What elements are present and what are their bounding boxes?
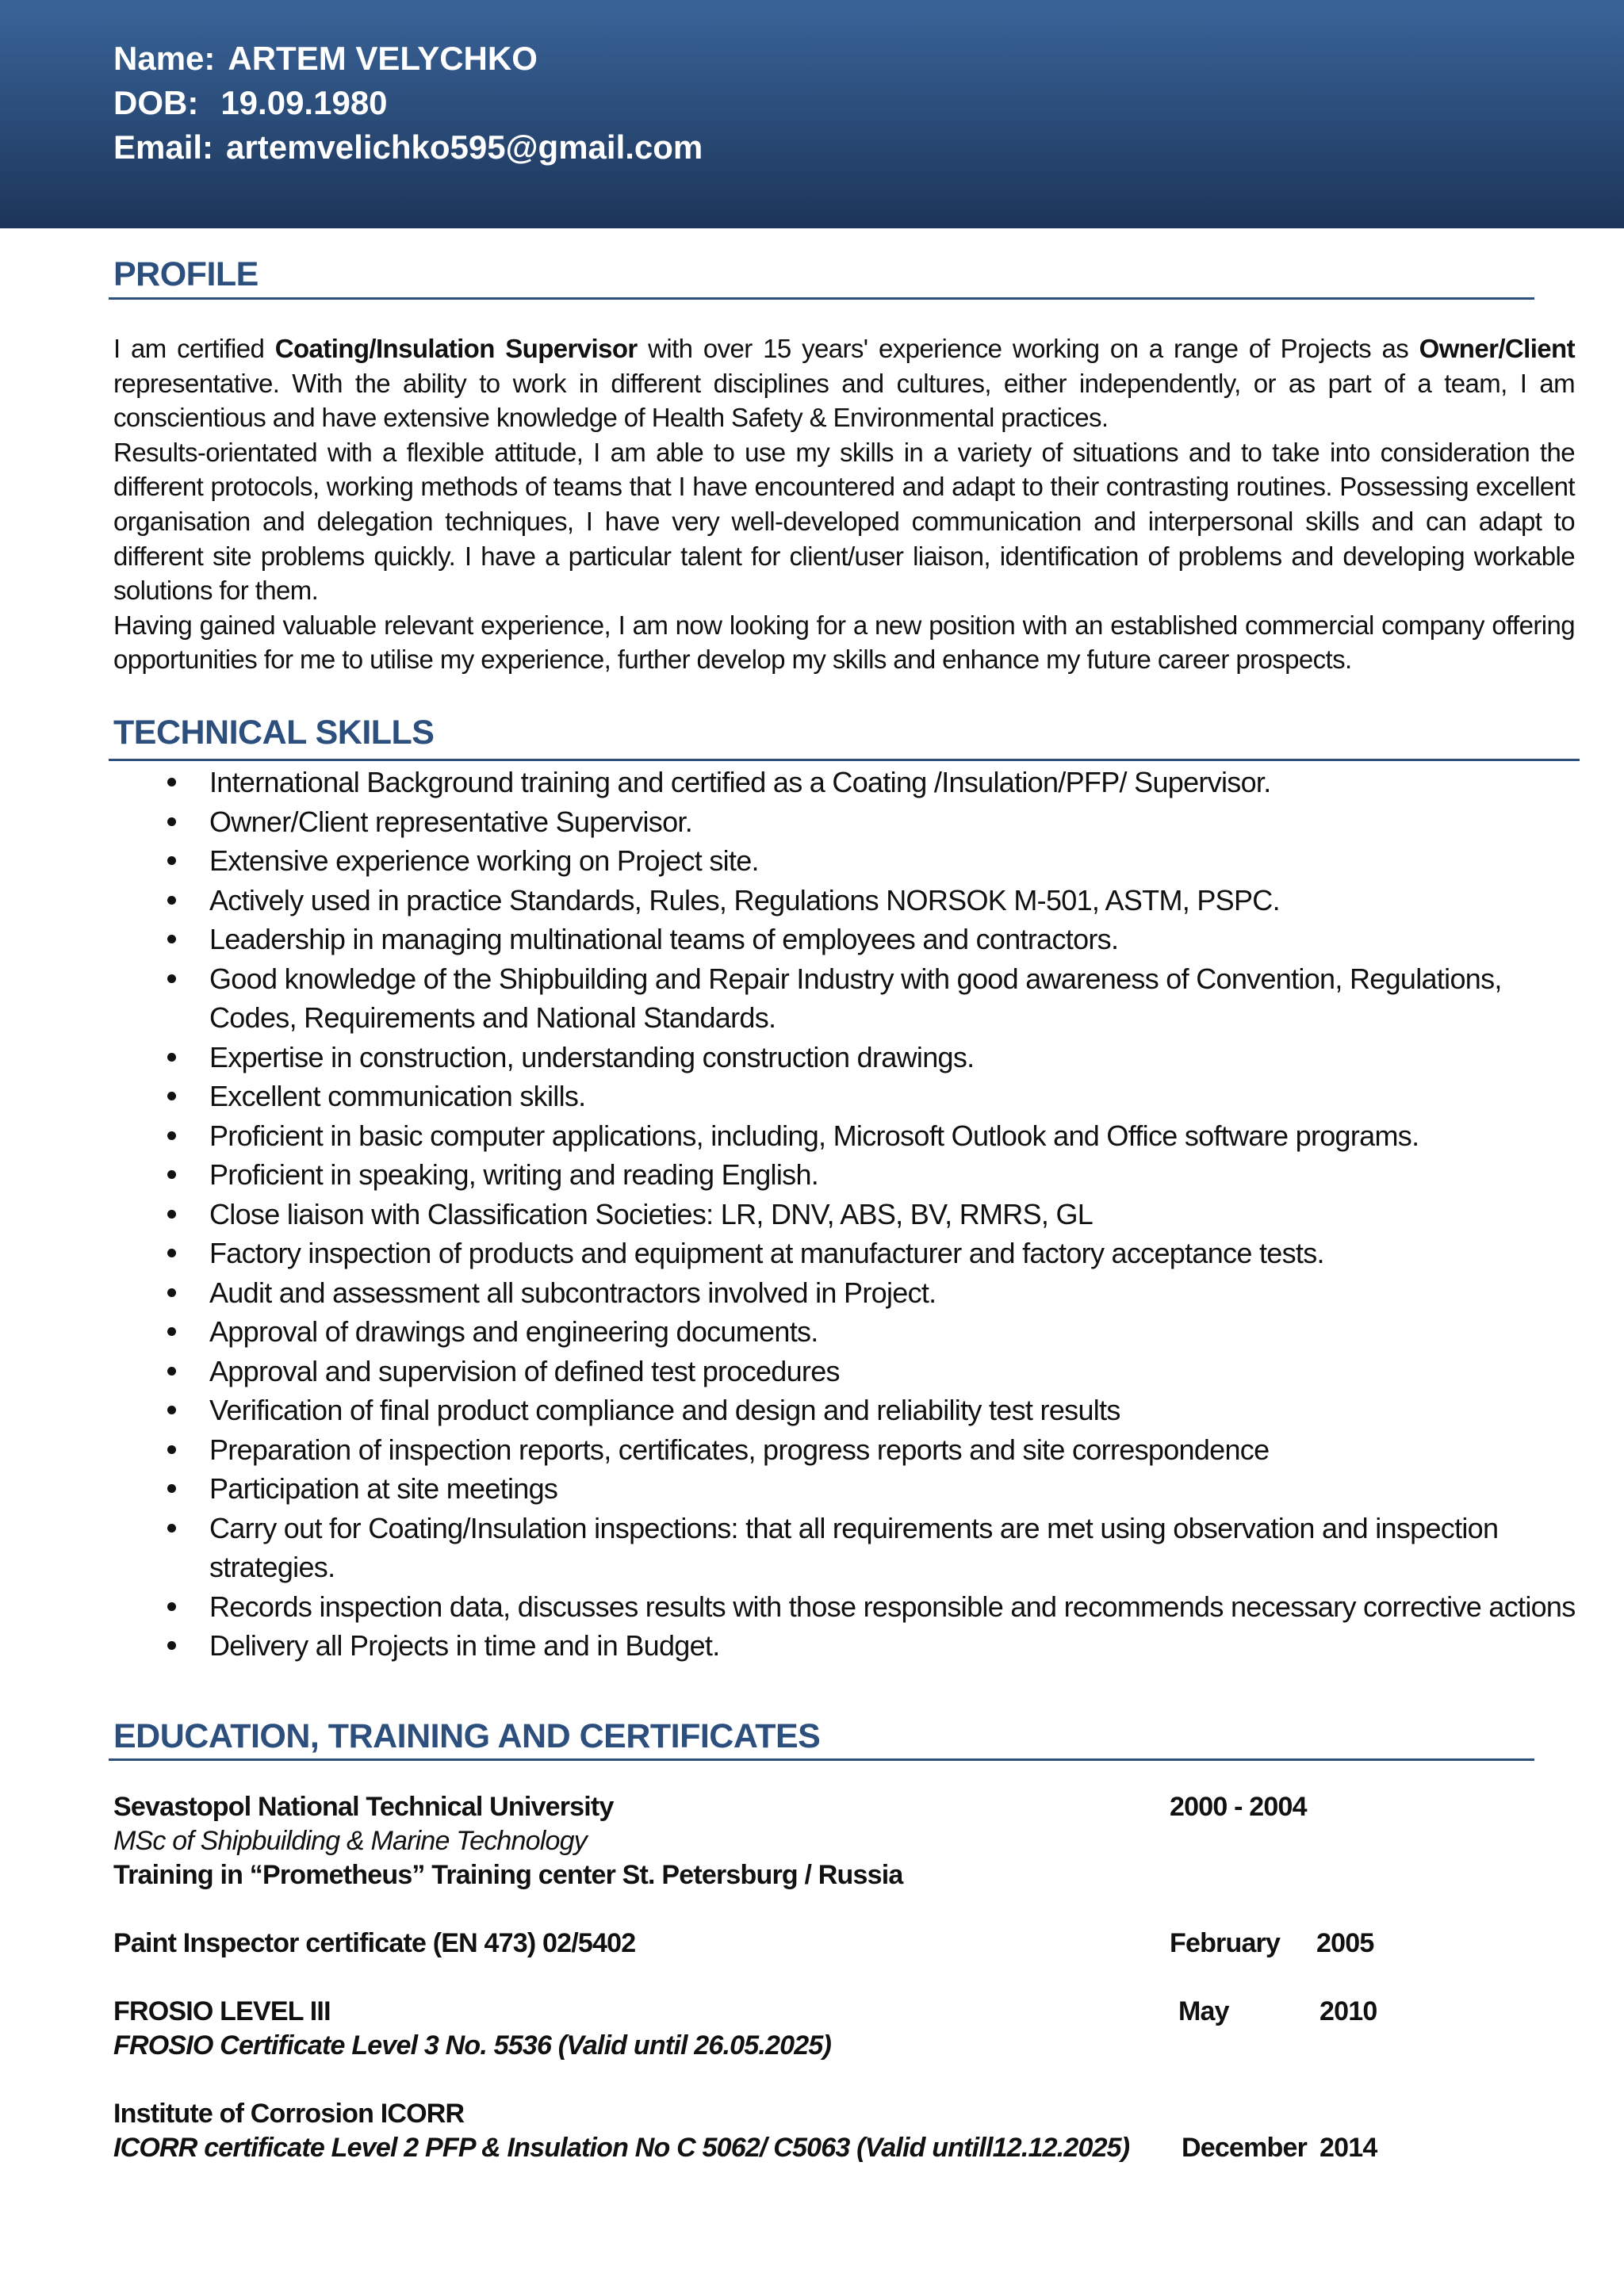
spacer (113, 1892, 1588, 1927)
icorr-month: December (1182, 2133, 1308, 2163)
profile-text (113, 331, 1575, 677)
training-center: Training in “Prometheus” Training center St. Petersburg / Russia (113, 1860, 903, 1890)
skill-item: Owner/Client representative Supervisor. (113, 802, 1588, 842)
name-label: Name: (113, 40, 216, 77)
frosio-month: May (1178, 1996, 1229, 2026)
paint-inspector-certificate: Paint Inspector certificate (EN 473) 02/5402 (113, 1928, 636, 1958)
dob-value: 19.09.1980 (220, 84, 388, 121)
skill-item: Leadership in managing multinational teams of employees and contractors. (113, 920, 1588, 959)
skill-item: Close liaison with Classification Societies: LR, DNV, ABS, BV, RMRS, GL (113, 1195, 1588, 1234)
education-entry-paint-inspector (113, 1927, 1588, 1961)
profile-text-run: with over 15 years' experience working on a range of Projects as (637, 334, 1419, 363)
name-line (113, 36, 703, 81)
skill-item: Proficient in speaking, writing and reading English. (113, 1155, 1588, 1195)
frosio-year: 2010 (1320, 1996, 1377, 2026)
frosio-certificate: FROSIO Certificate Level 3 No. 5536 (Valid until 26.05.2025) (113, 2030, 831, 2061)
education-list (113, 1790, 1588, 2165)
education-divider (109, 1758, 1534, 1761)
profile-owner-client: Owner/Client (1419, 334, 1575, 363)
skill-item: Approval and supervision of defined test procedures (113, 1352, 1588, 1391)
education-entry-icorr (113, 2131, 1588, 2165)
skills-divider (109, 759, 1580, 761)
education-heading: EDUCATION, TRAINING AND CERTIFICATES (113, 1717, 821, 1755)
skill-item: Carry out for Coating/Insulation inspections: that all requirements are met using observation and inspection strategies. (113, 1509, 1588, 1587)
skill-item: Excellent communication skills. (113, 1077, 1588, 1116)
skill-item: Expertise in construction, understanding construction drawings. (113, 1038, 1588, 1077)
skills-list (113, 763, 1588, 1666)
skill-item: Records inspection data, discusses results with those responsible and recommends necessary corrective actions (113, 1587, 1588, 1627)
skill-item: Approval of drawings and engineering documents. (113, 1312, 1588, 1352)
skill-item: International Background training and certified as a Coating /Insulation/PFP/ Supervisor. (113, 763, 1588, 802)
profile-paragraph-3: Having gained valuable relevant experience, I am now looking for a new position with an established commercial company offering opportunities for me to utilise my experience, further develop my skills and enhance my future career prospects. (113, 610, 1575, 675)
profile-text-run: representative. With the ability to work in different disciplines and cultures, either independently, or as part of a team, I am conscientious and have extensive knowledge of Health Safety & Environmental practices. (113, 368, 1575, 433)
university-name: Sevastopol National Technical University (113, 1792, 614, 1822)
spacer (113, 1961, 1588, 1995)
skill-item: Proficient in basic computer applications, including, Microsoft Outlook and Office software programs. (113, 1116, 1588, 1156)
email-label: Email: (113, 128, 214, 166)
icorr-year: 2014 (1320, 2133, 1377, 2163)
skill-item: Extensive experience working on Project site. (113, 841, 1588, 881)
education-entry-frosio (113, 1995, 1588, 2029)
university-dates: 2000 - 2004 (1170, 1792, 1307, 1822)
skill-item: Good knowledge of the Shipbuilding and Repair Industry with good awareness of Convention, Regulations, Codes, Requirements and National Standards. (113, 959, 1588, 1038)
contact-block (113, 36, 703, 170)
profile-paragraph-1 (113, 331, 1575, 435)
skill-item: Actively used in practice Standards, Rules, Regulations NORSOK M-501, ASTM, PSPC. (113, 881, 1588, 920)
skill-item: Delivery all Projects in time and in Budget. (113, 1626, 1588, 1666)
icorr-institute: Institute of Corrosion ICORR (113, 2099, 465, 2129)
profile-paragraph-2: Results-orientated with a flexible attitude, I am able to use my skills in a variety of situations and to take into consideration the different protocols, working methods of teams that I have encountered and adapt to their contrasting routines. Possessing excellent organisation and delegation techniques, I have very well-developed communication and interpersonal skills and can adapt to different site problems quickly. I have a particular talent for client/user liaison, identification of problems and developing workable solutions for them. (113, 437, 1575, 606)
profile-role: Coating/Insulation Supervisor (274, 334, 638, 363)
dob-line (113, 81, 703, 125)
profile-heading: PROFILE (113, 255, 259, 293)
skill-item: Participation at site meetings (113, 1469, 1588, 1509)
dob-label: DOB: (113, 84, 199, 121)
icorr-certificate: ICORR certificate Level 2 PFP & Insulation No C 5062/ C5063 (Valid untill12.12.2025) (113, 2133, 1130, 2163)
frosio-level: FROSIO LEVEL III (113, 1996, 331, 2026)
skills-heading: TECHNICAL SKILLS (113, 714, 435, 752)
skill-item: Preparation of inspection reports, certificates, progress reports and site correspondence (113, 1430, 1588, 1470)
name-value: ARTEM VELYCHKO (228, 40, 538, 77)
profile-text-run: I am certified (113, 334, 275, 363)
email-line (113, 125, 703, 170)
spacer (113, 2063, 1588, 2097)
email-value: artemvelichko595@gmail.com (226, 128, 703, 166)
paint-inspector-year: 2005 (1316, 1928, 1374, 1958)
profile-divider (109, 297, 1534, 300)
skill-item: Audit and assessment all subcontractors involved in Project. (113, 1273, 1588, 1313)
skill-item: Verification of final product compliance and design and reliability test results (113, 1391, 1588, 1430)
degree-name: MSc of Shipbuilding & Marine Technology (113, 1826, 587, 1856)
header-banner (0, 0, 1624, 228)
paint-inspector-month: February (1170, 1928, 1281, 1958)
education-entry-university (113, 1790, 1588, 1824)
skill-item: Factory inspection of products and equipment at manufacturer and factory acceptance tests. (113, 1234, 1588, 1273)
